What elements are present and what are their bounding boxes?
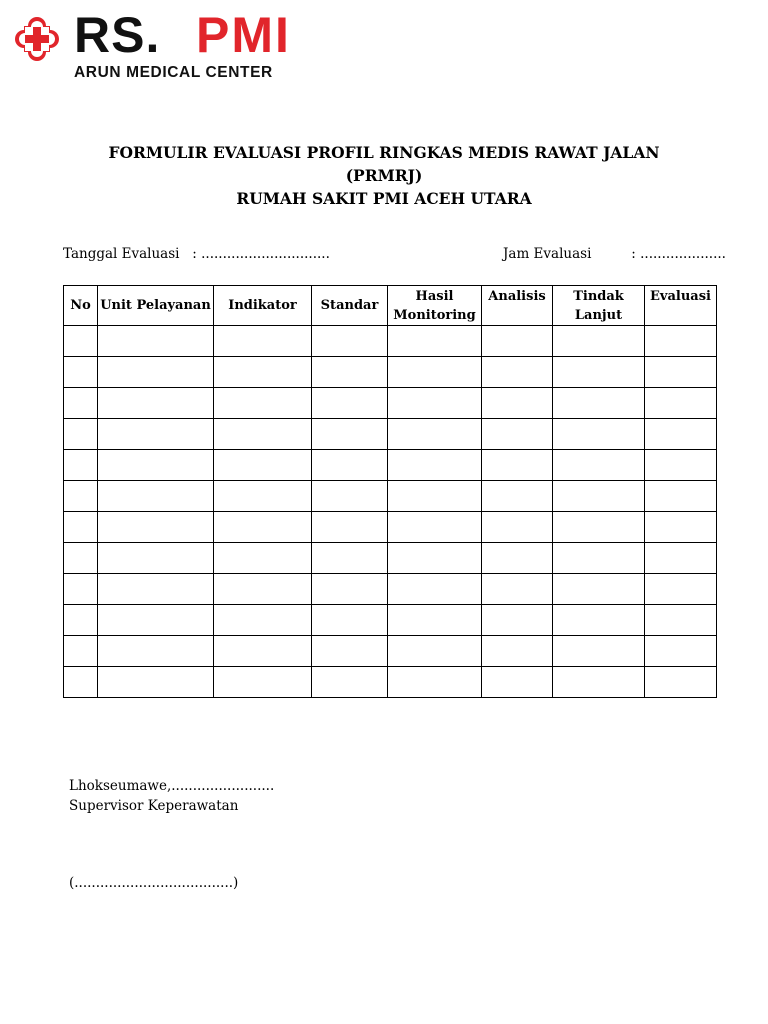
table-cell[interactable] xyxy=(312,357,388,388)
table-cell[interactable] xyxy=(64,388,98,419)
table-body xyxy=(64,326,717,698)
table-row xyxy=(64,326,717,357)
header-indikator: Indikator xyxy=(214,286,312,326)
table-row xyxy=(64,605,717,636)
table-row xyxy=(64,512,717,543)
header-unit-pelayanan: Unit Pelayanan xyxy=(98,286,214,326)
red-cross-icon xyxy=(14,16,60,62)
header-analisis: Analisis xyxy=(482,286,553,326)
table-cell[interactable] xyxy=(553,388,645,419)
table-cell[interactable] xyxy=(388,574,482,605)
table-cell[interactable] xyxy=(645,543,717,574)
evaluation-date-row xyxy=(63,246,330,262)
table-cell[interactable] xyxy=(214,450,312,481)
title-line-1: FORMULIR EVALUASI PROFIL RINGKAS MEDIS RAWAT JALAN xyxy=(108,143,660,162)
table-cell[interactable] xyxy=(482,419,553,450)
table-cell[interactable] xyxy=(388,636,482,667)
table-cell[interactable] xyxy=(553,636,645,667)
table-cell[interactable] xyxy=(312,419,388,450)
table-cell[interactable] xyxy=(98,388,214,419)
table-cell[interactable] xyxy=(64,605,98,636)
table-cell[interactable] xyxy=(64,543,98,574)
header-no: No xyxy=(64,286,98,326)
table-cell[interactable] xyxy=(553,543,645,574)
table-cell[interactable] xyxy=(214,419,312,450)
table-cell[interactable] xyxy=(388,419,482,450)
table-cell[interactable] xyxy=(312,543,388,574)
table-row xyxy=(64,543,717,574)
table-row xyxy=(64,419,717,450)
title-line-3: RUMAH SAKIT PMI ACEH UTARA xyxy=(236,189,532,208)
table-cell[interactable] xyxy=(64,357,98,388)
evaluation-date-field[interactable]: : .............................. xyxy=(192,246,330,262)
table-cell[interactable] xyxy=(553,481,645,512)
brand-rs-text: RS. xyxy=(74,7,161,63)
header-hasil-monitoring: Hasil Monitoring xyxy=(388,286,482,326)
table-cell[interactable] xyxy=(645,357,717,388)
table-cell[interactable] xyxy=(482,388,553,419)
table-cell[interactable] xyxy=(214,512,312,543)
table-cell[interactable] xyxy=(388,326,482,357)
table-cell[interactable] xyxy=(645,419,717,450)
table-cell[interactable] xyxy=(482,512,553,543)
table-cell[interactable] xyxy=(388,605,482,636)
table-row xyxy=(64,636,717,667)
table-cell[interactable] xyxy=(312,481,388,512)
table-cell[interactable] xyxy=(388,667,482,698)
table-cell[interactable] xyxy=(98,512,214,543)
table-cell[interactable] xyxy=(312,512,388,543)
table-cell[interactable] xyxy=(64,512,98,543)
table-cell[interactable] xyxy=(64,667,98,698)
evaluation-time-field[interactable]: : .................... xyxy=(631,246,726,262)
table-cell[interactable] xyxy=(98,667,214,698)
table-cell[interactable] xyxy=(553,419,645,450)
table-cell[interactable] xyxy=(64,574,98,605)
table-cell[interactable] xyxy=(645,605,717,636)
table-cell[interactable] xyxy=(553,357,645,388)
table-cell[interactable] xyxy=(553,450,645,481)
table-cell[interactable] xyxy=(388,450,482,481)
table-row xyxy=(64,388,717,419)
header-tindak-lanjut: Tindak Lanjut xyxy=(553,286,645,326)
table-cell[interactable] xyxy=(482,450,553,481)
table-cell[interactable] xyxy=(482,543,553,574)
table-cell[interactable] xyxy=(645,667,717,698)
brand-subtitle: ARUN MEDICAL CENTER xyxy=(74,64,273,81)
table-cell[interactable] xyxy=(312,450,388,481)
table-cell[interactable] xyxy=(64,326,98,357)
table-cell[interactable] xyxy=(645,574,717,605)
table-cell[interactable] xyxy=(98,419,214,450)
table-cell[interactable] xyxy=(214,481,312,512)
table-row xyxy=(64,574,717,605)
table-cell[interactable] xyxy=(482,357,553,388)
table-cell[interactable] xyxy=(482,667,553,698)
table-cell[interactable] xyxy=(214,636,312,667)
table-row xyxy=(64,357,717,388)
table-cell[interactable] xyxy=(98,636,214,667)
table-cell[interactable] xyxy=(388,543,482,574)
table-cell[interactable] xyxy=(214,326,312,357)
table-cell[interactable] xyxy=(553,667,645,698)
table-cell[interactable] xyxy=(214,667,312,698)
table-cell[interactable] xyxy=(214,574,312,605)
table-row xyxy=(64,667,717,698)
table-cell[interactable] xyxy=(482,481,553,512)
table-cell[interactable] xyxy=(312,636,388,667)
table-cell[interactable] xyxy=(388,388,482,419)
table-cell[interactable] xyxy=(312,574,388,605)
table-cell[interactable] xyxy=(312,388,388,419)
table-cell[interactable] xyxy=(98,357,214,388)
table-cell[interactable] xyxy=(553,326,645,357)
table-cell[interactable] xyxy=(312,326,388,357)
table-cell[interactable] xyxy=(64,481,98,512)
table-cell[interactable] xyxy=(482,326,553,357)
table-cell[interactable] xyxy=(388,357,482,388)
table-cell[interactable] xyxy=(64,419,98,450)
table-cell[interactable] xyxy=(645,481,717,512)
table-row xyxy=(64,481,717,512)
table-header-row xyxy=(64,286,717,326)
table-cell[interactable] xyxy=(98,481,214,512)
table-cell[interactable] xyxy=(312,667,388,698)
signature-name-field[interactable]: (.....................................) xyxy=(69,875,239,891)
header-evaluasi: Evaluasi xyxy=(645,286,717,326)
table-cell[interactable] xyxy=(645,388,717,419)
table-cell[interactable] xyxy=(645,636,717,667)
table-cell[interactable] xyxy=(214,388,312,419)
evaluation-time-row xyxy=(503,246,726,262)
table-cell[interactable] xyxy=(482,636,553,667)
evaluation-time-label: Jam Evaluasi xyxy=(503,246,592,262)
table-cell[interactable] xyxy=(388,481,482,512)
table-cell[interactable] xyxy=(64,636,98,667)
table-cell[interactable] xyxy=(553,574,645,605)
form-title xyxy=(0,141,768,210)
table-cell[interactable] xyxy=(98,450,214,481)
hospital-logo xyxy=(14,7,314,84)
table-cell[interactable] xyxy=(312,605,388,636)
table-cell[interactable] xyxy=(214,357,312,388)
signature-place-date[interactable]: Lhokseumawe,........................ xyxy=(69,778,275,794)
table-cell[interactable] xyxy=(645,512,717,543)
table-cell[interactable] xyxy=(98,605,214,636)
table-cell[interactable] xyxy=(98,326,214,357)
table-cell[interactable] xyxy=(482,574,553,605)
table-cell[interactable] xyxy=(645,450,717,481)
brand-pmi-text: PMI xyxy=(196,7,291,63)
header-standar: Standar xyxy=(312,286,388,326)
table-cell[interactable] xyxy=(214,543,312,574)
table-cell[interactable] xyxy=(64,450,98,481)
table-cell[interactable] xyxy=(553,512,645,543)
table-cell[interactable] xyxy=(388,512,482,543)
signature-role: Supervisor Keperawatan xyxy=(69,798,239,814)
table-cell[interactable] xyxy=(482,605,553,636)
table-cell[interactable] xyxy=(98,574,214,605)
table-cell[interactable] xyxy=(553,605,645,636)
table-row xyxy=(64,450,717,481)
table-cell[interactable] xyxy=(98,543,214,574)
table-cell[interactable] xyxy=(645,326,717,357)
table-cell[interactable] xyxy=(214,605,312,636)
evaluation-date-label: Tanggal Evaluasi xyxy=(63,246,180,262)
title-line-2: (PRMRJ) xyxy=(345,166,423,185)
evaluation-table xyxy=(63,285,717,698)
